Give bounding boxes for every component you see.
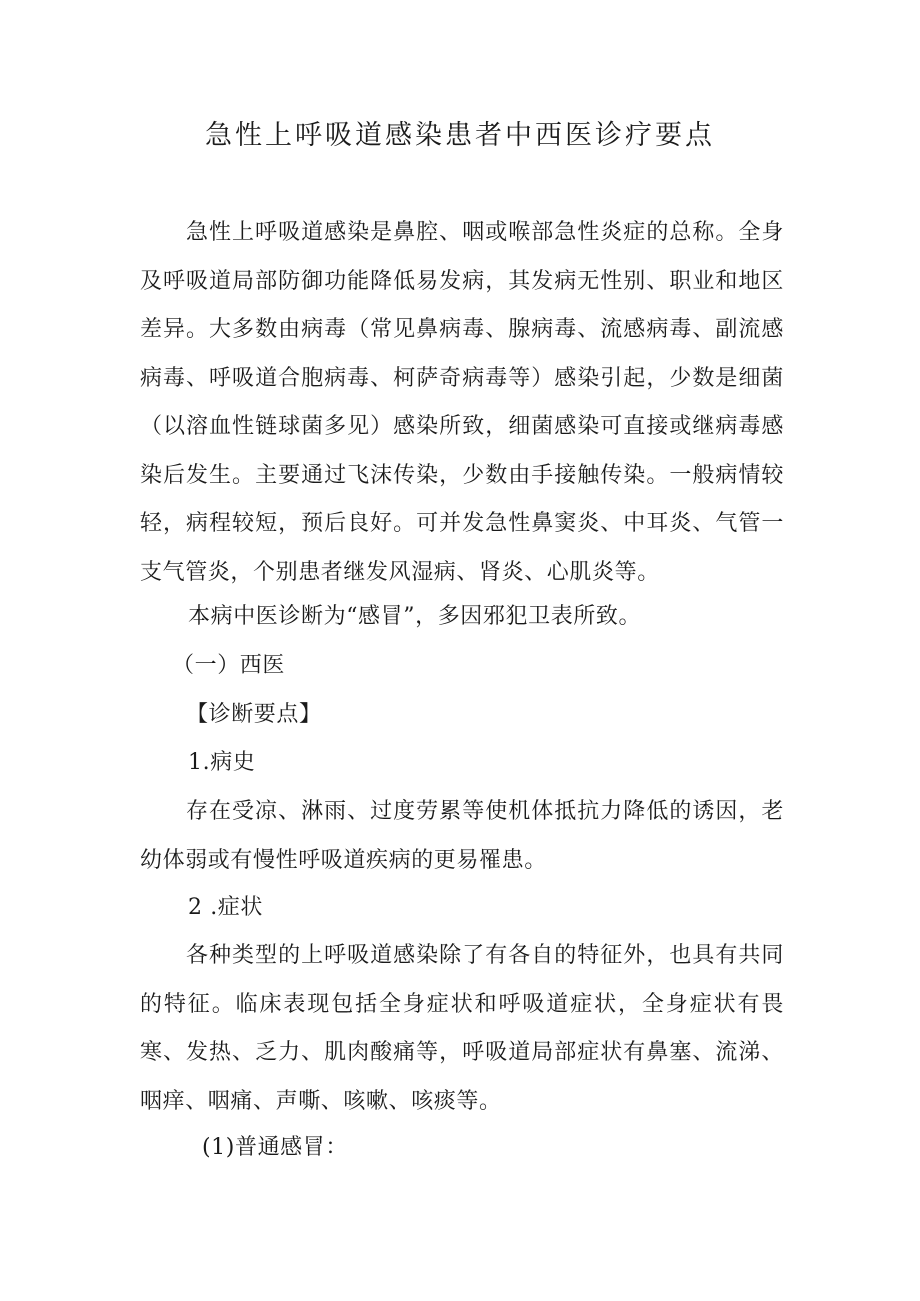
- history-heading: 1.病史: [188, 750, 256, 775]
- section-heading-western: （一）西医: [172, 653, 286, 678]
- intro-paragraph: 急性上呼吸道感染是鼻腔、咽或喉部急性炎症的总称。全身及呼吸道局部防御功能降低易发病，其发病无性别、职业和地区差异。大多数由病毒（常见鼻病毒、腺病毒、流感病毒、副流感病毒、呼吸道合胞病毒、柯萨奇病毒等）感染引起，少数是细菌（以溶血性链球菌多见）感染所致，细菌感染可直接或继病毒感染后发生。主要通过飞沫传染，少数由手接触传染。一般病情较轻，病程较短，预后良好。可并发急性鼻窦炎、中耳炎、气管一支气管炎，个别患者继发风湿病、肾炎、心肌炎等。: [140, 220, 784, 585]
- diagnosis-heading: 【诊断要点】: [186, 702, 322, 727]
- symptoms-heading: 2 .症状: [188, 895, 263, 920]
- history-paragraph: 存在受凉、淋雨、过度劳累等使机体抵抗力降低的诱因，老幼体弱或有慢性呼吸道疾病的更易罹患。: [140, 799, 784, 873]
- document-title: 急性上呼吸道感染患者中西医诊疗要点: [205, 120, 715, 151]
- symptoms-paragraph: 各种类型的上呼吸道感染除了有各自的特征外，也具有共同的特征。临床表现包括全身症状和呼吸道症状，全身症状有畏寒、发热、乏力、肌肉酸痛等，呼吸道局部症状有鼻塞、流涕、咽痒、咽痛、声嘶、咳嗽、咳痰等。: [140, 943, 784, 1114]
- tcm-note-paragraph: 本病中医诊断为“感冒”，多因邪犯卫表所致。: [188, 604, 642, 629]
- common-cold-heading: (1)普通感冒：: [202, 1135, 348, 1160]
